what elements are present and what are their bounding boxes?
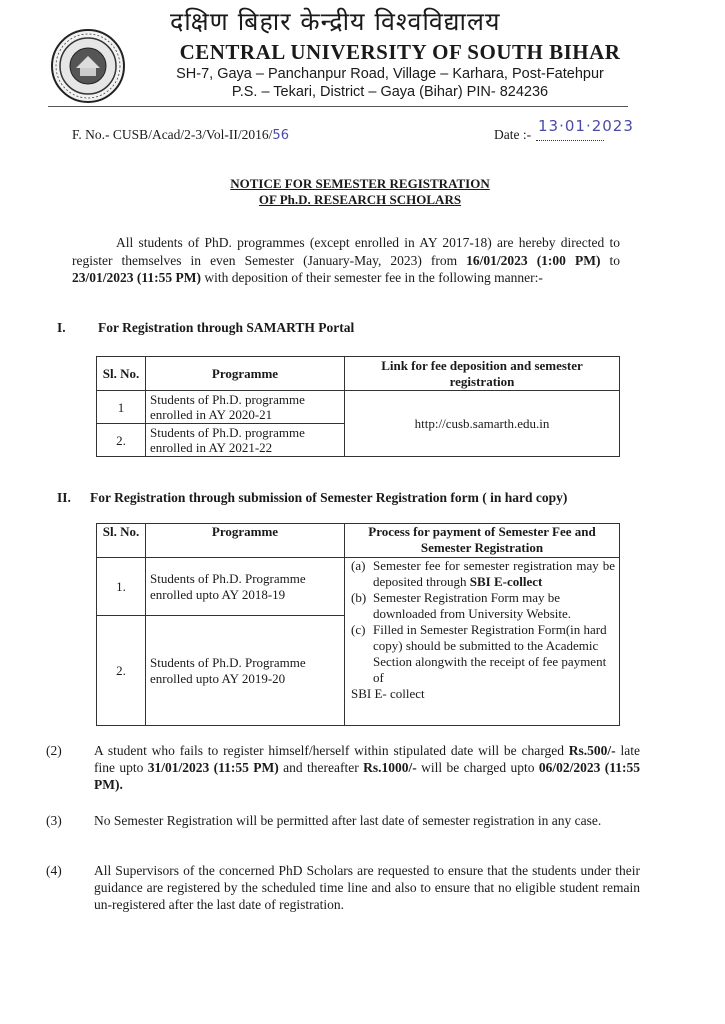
table-row bbox=[97, 558, 620, 616]
step-label: (b) bbox=[351, 590, 367, 605]
header-process: Process for payment of Semester Fee and Semester Registration bbox=[345, 524, 620, 558]
notice-title-line-1: NOTICE FOR SEMESTER REGISTRATION bbox=[230, 176, 490, 191]
intro-text-3: with deposition of their semester fee in the following manner:- bbox=[200, 270, 543, 285]
date-handwritten: 13·01·2023 bbox=[538, 117, 634, 135]
step-b-text: Semester Registration Form may be downloaded from University Website. bbox=[373, 590, 572, 621]
step-label: (c) bbox=[351, 622, 366, 637]
header-sl-no: Sl. No. bbox=[97, 357, 146, 391]
date-dotted-line bbox=[536, 140, 604, 141]
process-tail: SBI E- collect bbox=[351, 686, 425, 701]
header-programme: Programme bbox=[146, 357, 345, 391]
point-2-date-1: 31/01/2023 (11:55 PM) bbox=[147, 760, 279, 775]
point-2-text-3: and thereafter bbox=[278, 760, 364, 775]
row-programme: Students of Ph.D. programme enrolled in AY 2021-22 bbox=[146, 424, 345, 457]
point-3-text: No Semester Registration will be permitted after last date of semester registration in any case. bbox=[94, 813, 602, 828]
samarth-link[interactable]: http://cusb.samarth.edu.in bbox=[345, 391, 620, 457]
hardcopy-registration-table bbox=[96, 523, 620, 726]
point-number: (2) bbox=[46, 743, 62, 758]
section-1-number: I. bbox=[57, 320, 66, 335]
process-step-c bbox=[351, 622, 615, 686]
intro-paragraph bbox=[72, 234, 620, 287]
notice-title-line-2: OF Ph.D. RESEARCH SCHOLARS bbox=[258, 192, 462, 207]
university-seal-logo bbox=[50, 28, 126, 104]
header-sl-no: Sl. No. bbox=[97, 524, 146, 558]
point-2-date-2: 06/02/2023 (11:55 PM). bbox=[94, 760, 641, 792]
section-2-title: For Registration through submission of Semester Registration form ( in hard copy) bbox=[90, 490, 568, 505]
letterhead-divider bbox=[48, 106, 628, 107]
point-2-text-1: A student who fails to register himself/herself within stipulated date will be charged bbox=[94, 743, 569, 758]
university-name-english: CENTRAL UNIVERSITY OF SOUTH BIHAR bbox=[179, 40, 621, 64]
row-programme: Students of Ph.D. programme enrolled in AY 2020-21 bbox=[146, 391, 345, 424]
file-number-handwritten: 56 bbox=[272, 128, 289, 143]
row-sl-no: 2. bbox=[97, 424, 146, 457]
intro-text-1: All students of PhD. programmes (except enrolled in AY 2017-18) are hereby directed to register themselves in even Semester (January-May, 2023) from bbox=[72, 235, 620, 268]
row-programme: Students of Ph.D. Programme enrolled upto AY 2018-19 bbox=[146, 558, 345, 616]
row-sl-no: 2. bbox=[97, 616, 146, 726]
point-number: (3) bbox=[46, 813, 62, 828]
intro-text-2: to bbox=[600, 252, 620, 268]
step-label: (a) bbox=[351, 558, 366, 573]
row-sl-no: 1. bbox=[97, 558, 146, 616]
point-2-fine-2: Rs.1000/- bbox=[363, 760, 417, 775]
step-a-bold: SBI E-collect bbox=[469, 574, 543, 589]
file-number-text: F. No.- CUSB/Acad/2-3/Vol-II/2016/ bbox=[72, 127, 273, 142]
section-2-number: II. bbox=[57, 490, 71, 505]
table-row bbox=[97, 391, 620, 424]
address-line-2: P.S. – Tekari, District – Gaya (Bihar) PIN- 824236 bbox=[231, 84, 549, 100]
point-2 bbox=[46, 742, 641, 793]
file-number bbox=[72, 127, 289, 143]
point-3 bbox=[46, 812, 640, 829]
date-label: Date :- bbox=[494, 127, 532, 142]
step-text bbox=[373, 558, 615, 590]
header-link: Link for fee deposition and semester registration bbox=[345, 357, 620, 391]
row-sl-no: 1 bbox=[97, 391, 146, 424]
section-1-title: For Registration through SAMARTH Portal bbox=[98, 320, 355, 335]
point-2-fine-1: Rs.500/- bbox=[568, 743, 616, 758]
point-4-text: All Supervisors of the concerned PhD Scholars are requested to ensure that the students under their guidance are registered by the scheduled time line and also to ensure that no eligible student remain un-registered after the last date of registration. bbox=[94, 863, 640, 912]
address-line-1: SH-7, Gaya – Panchanpur Road, Village – Karhara, Post-Fatehpur bbox=[176, 66, 604, 82]
header-programme: Programme bbox=[146, 524, 345, 558]
point-number: (4) bbox=[46, 863, 62, 878]
process-step-b bbox=[351, 590, 615, 622]
process-steps bbox=[345, 558, 620, 726]
table-header-row bbox=[97, 357, 620, 391]
process-step-a bbox=[351, 558, 615, 590]
point-4 bbox=[46, 862, 640, 913]
university-name-hindi: दक्षिण बिहार केन्द्रीय विश्वविद्यालय bbox=[170, 7, 501, 36]
point-2-text-4: will be charged upto bbox=[416, 760, 539, 775]
samarth-registration-table bbox=[96, 356, 620, 457]
row-programme: Students of Ph.D. Programme enrolled upto AY 2019-20 bbox=[146, 616, 345, 726]
intro-end-date: 23/01/2023 (11:55 PM) bbox=[72, 270, 201, 285]
step-c-text: Filled in Semester Registration Form(in hard copy) should be submitted to the Academic Section alongwith the receipt of fee payment of bbox=[373, 622, 607, 685]
intro-start-date: 16/01/2023 (1:00 PM) bbox=[466, 252, 601, 268]
table-header-row bbox=[97, 524, 620, 558]
step-a-text: Semester fee for semester registration may be deposited through bbox=[373, 558, 615, 589]
point-2-text-2: late fine upto bbox=[94, 743, 640, 775]
